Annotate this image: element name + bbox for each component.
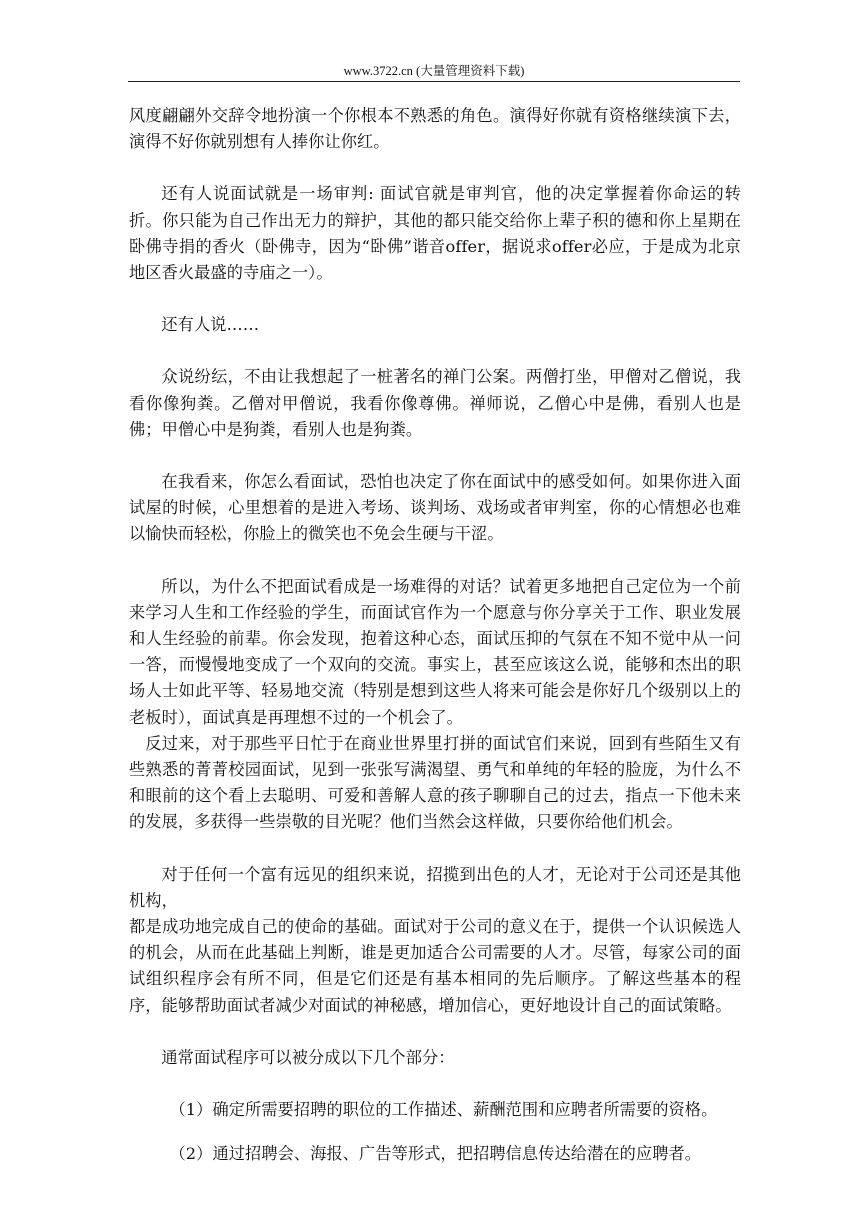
paragraph-interviewer-view: 反过来，对于那些平日忙于在商业世界里打拼的面试官们来说，回到有些陌生又有些熟悉的菁菁校园面试，见到一张张写满渴望、勇气和单纯的年轻的脸庞，为什么不和眼前的这个看上去聪明、可爱和善解人意的孩子聊聊自己的过去，指点一下他未来的发展，多获得一些崇敬的目光呢？他们当然会这样做，只要你给他们机会。 xyxy=(129,733,741,832)
paragraph-zen-story: 众说纷纭，不由让我想起了一桩著名的禅门公案。两僧打坐，甲僧对乙僧说，我看你像狗粪。乙僧对甲僧说，我看你像尊佛。禅师说，乙僧心中是佛，看别人也是佛；甲僧心中是狗粪，看别人也是狗粪。 xyxy=(129,367,741,439)
page-header-source: www.3722.cn (大量管理资料下载) xyxy=(343,64,525,78)
paragraph-dialogue: 所以，为什么不把面试看成是一场难得的对话？试着更多地把自己定位为一个前来学习人生和工作经验的学生，而面试官作为一个愿意与你分享关于工作、职业发展和人生经验的前辈。你会发现，抱着这种心态，面试压抑的气氛在不知不觉中从一问一答，而慢慢地变成了一个双向的交流。事实上，甚至应该这么说，能够和杰出的职场人士如此平等、轻易地交流（特别是想到这些人将来可能会是你好几个级别以上的老板时），面试真是再理想不过的一个机会了。 xyxy=(129,576,741,727)
document-body xyxy=(129,103,741,1186)
paragraph-others-say: 还有人说…… xyxy=(161,315,260,335)
list-item-step-1: （1）确定所需要招聘的职位的工作描述、薪酬范围和应聘者所需要的资格。 xyxy=(169,1100,718,1120)
paragraph-continuation: 风度翩翩外交辞令地扮演一个你根本不熟悉的角色。演得好你就有资格继续演下去，演得不好你就别想有人捧你让你红。 xyxy=(129,106,741,152)
paragraph-procedure-intro: 通常面试程序可以被分成以下几个部分： xyxy=(161,1047,455,1067)
list-item-step-2: （2）通过招聘会、海报、广告等形式，把招聘信息传达给潜在的应聘者。 xyxy=(169,1144,702,1164)
paragraph-organization-line1: 对于任何一个富有远见的组织来说，招揽到出色的人才，无论对于公司还是其他机构， xyxy=(129,864,741,910)
header-rule xyxy=(128,81,740,82)
paragraph-trial-metaphor: 还有人说面试就是一场审判: 面试官就是审判官，他的决定掌握着你命运的转折。你只能为自己作出无力的辩护，其他的都只能交给你上辈子积的德和你上星期在卧佛寺捐的香火（卧佛寺，因为“卧佛”谐音offer，据说求offer必应，于是成为北京地区香火最盛的寺庙之一）。 xyxy=(129,184,741,283)
paragraph-perspective: 在我看来，你怎么看面试，恐怕也决定了你在面试中的感受如何。如果你进入面试屋的时候，心里想着的是进入考场、谈判场、戏场或者审判室，你的心情想必也难以愉快而轻松，你脸上的微笑也不免会生硬与干涩。 xyxy=(129,472,741,544)
paragraph-organization-rest: 都是成功地完成自己的使命的基础。面试对于公司的意义在于，提供一个认识候选人的机会，从而在此基础上判断，谁是更加适合公司需要的人才。尽管，每家公司的面试组织程序会有所不同，但是它们还是有基本相同的先后顺序。了解这些基本的程序，能够帮助面试者减少对面试的神秘感，增加信心，更好地设计自己的面试策略。 xyxy=(129,917,741,1015)
